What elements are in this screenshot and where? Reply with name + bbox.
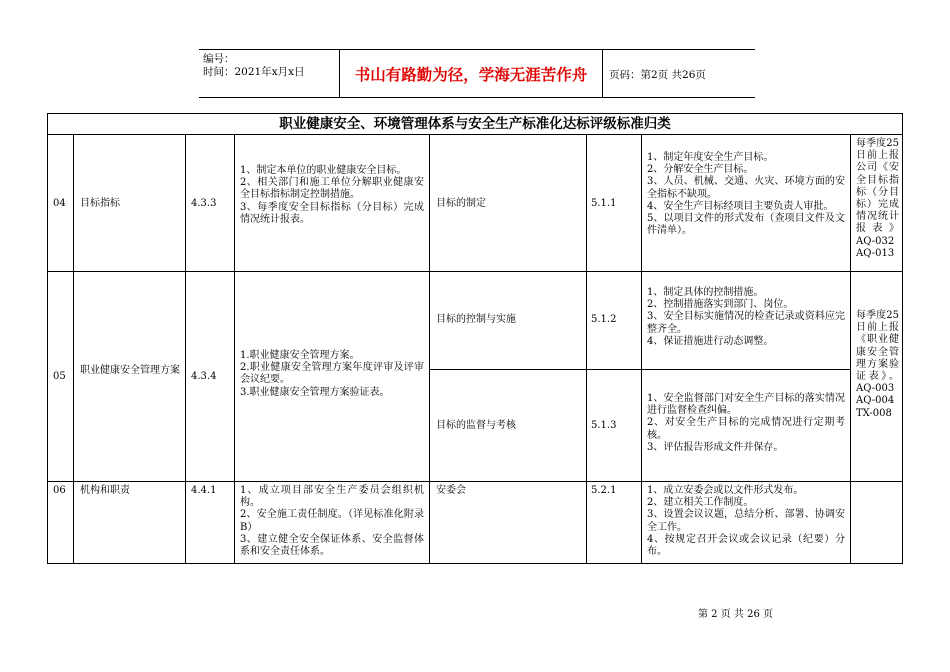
header-meta — [199, 50, 340, 97]
row-divider — [48, 481, 902, 482]
row-05-item2-name: 目标的监督与考核 — [436, 420, 516, 431]
page-footer: 第 2 页 共 26 页 — [698, 609, 773, 620]
row-divider — [48, 271, 902, 272]
row-04-item-content: 1、制定年度安全生产目标。 2、分解安全生产目标。 3、人员、机械、交通、火灾、环境方面的安全指标不缺项。 4、安全生产目标经项目主要负责人审批。 5、以项目文件的形式发布（查项目文件及文件清单）。 — [647, 152, 845, 237]
document-header — [199, 49, 755, 98]
row-04-no: 04 — [53, 198, 66, 209]
table-title: 职业健康安全、环境管理体系与安全生产标准化达标评级标准归类 — [48, 114, 902, 135]
row-05-item1-content: 1、制定具体的控制措施。 2、控制措施落实到部门、岗位。 3、安全目标实施情况的检查记录或资料应完整齐全。 4、保证措施进行动态调整。 — [647, 287, 845, 347]
row-05-requirements: 1.职业健康安全管理方案。 2.职业健康安全管理方案年度评审及评审会议纪要。 3.职业健康安全管理方案验证表。 — [240, 350, 424, 398]
row-04-remark: 每季度25日前上报公司《安全目标指标（分目标）完成情况统计报表》AQ-032 AQ-013 — [856, 138, 901, 259]
motto: 书山有路勤为径，学海无涯苦作舟 — [340, 50, 603, 97]
col-divider — [586, 135, 587, 564]
standards-table — [47, 113, 903, 564]
row-04-item-name: 目标的制定 — [436, 198, 486, 209]
col-divider — [73, 135, 74, 564]
row-05-clause: 4.3.4 — [191, 371, 217, 382]
col-divider — [185, 135, 186, 564]
col-divider — [641, 135, 642, 564]
time-label: 时间：2021年x月x日 — [203, 66, 305, 78]
row-04-item-clause: 5.1.1 — [591, 198, 617, 209]
row-05-item2-content: 1、安全监督部门对安全生产目标的落实情况进行监督检查纠偏。 2、对安全生产目标的完成情况进行定期考核。 3、评估报告形成文件并保存。 — [647, 393, 845, 453]
row-06-item-content: 1、成立安委会或以文件形式发布。 2、建立相关工作制度。 3、设置会议议题，总结分析、部署、协调安全工作。 4、按规定召开会议或会议记录（纪要）分布。 — [647, 485, 845, 558]
row-05-name: 职业健康安全管理方案 — [80, 365, 180, 376]
col-divider — [850, 135, 851, 564]
row-04-name: 目标指标 — [80, 198, 120, 209]
col-divider — [234, 135, 235, 564]
row-06-requirements: 1、成立项目部安全生产委员会组织机构。 2、安全施工责任制度。（详见标准化附录B） 3、建立健全安全保证体系、安全监督体系和安全责任体系。 — [240, 485, 424, 558]
page-label: 页码：第2页 共26页 — [609, 69, 706, 81]
row-06-no: 06 — [53, 485, 66, 496]
row-04-requirements: 1、制定本单位的职业健康安全目标。 2、相关部门和施工单位分解职业健康安全目标指标制定控制措施。 3、每季度安全目标指标（分目标）完成情况统计报表。 — [240, 165, 424, 225]
row-06-name: 机构和职责 — [80, 485, 130, 496]
row-04-clause: 4.3.3 — [191, 198, 217, 209]
row-05-item2-clause: 5.1.3 — [591, 420, 617, 431]
row-05-remark: 每季度25日前上报《职业健康安全管理方案验证表》。AQ-003 AQ-004 TX-008 — [856, 310, 899, 419]
row-divider — [429, 369, 850, 370]
number-label: 编号： — [203, 53, 235, 65]
row-05-no: 05 — [53, 371, 66, 382]
row-06-item-name: 安委会 — [436, 485, 466, 496]
row-05-item1-name: 目标的控制与实施 — [436, 314, 516, 325]
col-divider — [429, 135, 430, 564]
row-06-item-clause: 5.2.1 — [591, 485, 617, 496]
row-06-clause: 4.4.1 — [191, 485, 217, 496]
row-05-item1-clause: 5.1.2 — [591, 314, 617, 325]
